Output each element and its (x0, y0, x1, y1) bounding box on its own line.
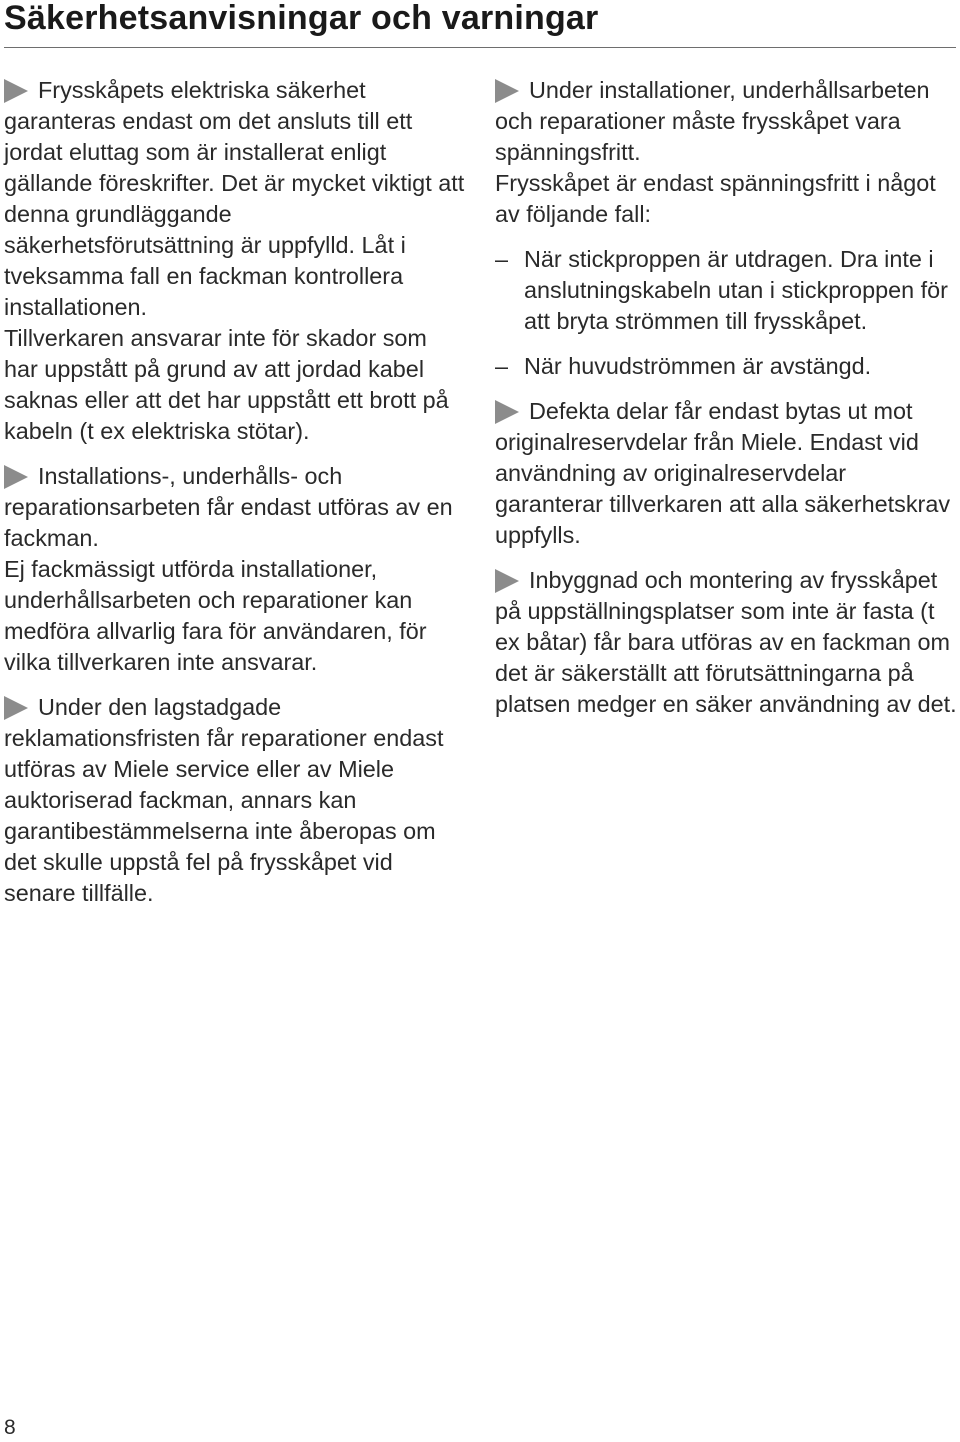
paragraph-text: Installations-, underhålls- och reparationsarbeten får endast utföras av en fackman. (4, 463, 453, 551)
paragraph: Frysskåpet är endast spänningsfritt i något av följande fall: (495, 170, 936, 227)
paragraph: Tillverkaren ansvarar inte för skador som har uppstått på grund av att jordad kabel saknas eller att det har uppstått ett brott på kabeln (t ex elektriska stötar). (4, 325, 449, 444)
list-item-text: När huvudströmmen är avstängd. (524, 353, 872, 379)
list-item (495, 244, 957, 337)
dash-marker: – (495, 353, 509, 379)
triangle-right-icon (495, 79, 519, 103)
list-item (495, 351, 957, 382)
paragraph (495, 396, 957, 551)
paragraph-text: Frysskåpets elektriska säkerhet garanteras endast om det ansluts till ett jordat eluttag som är installerat enligt gällande föreskrifter. Det är mycket viktigt att denna grundläggande säkerhetsförutsättning är uppfylld. Låt i tveksamma fall en fackman kontrollera installationen. (4, 77, 465, 320)
paragraph-text: Defekta delar får endast bytas ut mot originalreservdelar från Miele. Endast vid användning av originalreservdelar garanterar tillverkaren att alla säkerhetskrav uppfylls. (495, 398, 951, 548)
list-item-text: När stickproppen är utdragen. Dra inte i anslutningskabeln utan i stickproppen för att bryta strömmen till frysskåpet. (524, 246, 948, 334)
paragraph-text: Under installationer, underhållsarbeten och reparationer måste frysskåpet vara spänningsfritt. (495, 77, 930, 165)
paragraph (4, 461, 466, 554)
page-title: Säkerhetsanvisningar och varningar (4, 0, 599, 37)
paragraph-text: Inbyggnad och montering av frysskåpet på uppställningsplatser som inte är fasta (t ex båtar) får bara utföras av en fackman om det är säkerställt att förutsättningarna på platsen medger en säker användning av det. (495, 567, 957, 717)
paragraph (4, 692, 466, 909)
right-column (495, 75, 957, 734)
safety-item-mounting (495, 565, 957, 720)
paragraph (4, 75, 466, 323)
title-divider (4, 47, 956, 48)
safety-item-installation (4, 461, 466, 678)
triangle-right-icon (495, 400, 519, 424)
triangle-right-icon (4, 465, 28, 489)
paragraph (495, 75, 957, 168)
paragraph (495, 565, 957, 720)
dash-marker: – (495, 246, 509, 272)
triangle-right-icon (4, 696, 28, 720)
safety-item-spare-parts (495, 396, 957, 551)
safety-item-warranty (4, 692, 466, 909)
page-number: 8 (4, 1416, 16, 1439)
paragraph-text: Under den lagstadgade reklamationsfristen får reparationer endast utföras av Miele service eller av Miele auktoriserad fackman, annars kan garantibestämmelserna inte åberopas om det skulle uppstå fel på frysskåpet vid senare tillfälle. (4, 694, 444, 906)
triangle-right-icon (495, 569, 519, 593)
safety-item-electrical (4, 75, 466, 447)
left-column (4, 75, 466, 923)
paragraph: Ej fackmässigt utförda installationer, underhållsarbeten och reparationer kan medföra allvarlig fara för användaren, för vilka tillverkaren inte ansvarar. (4, 556, 427, 675)
triangle-right-icon (4, 79, 28, 103)
safety-item-disconnect (495, 75, 957, 382)
